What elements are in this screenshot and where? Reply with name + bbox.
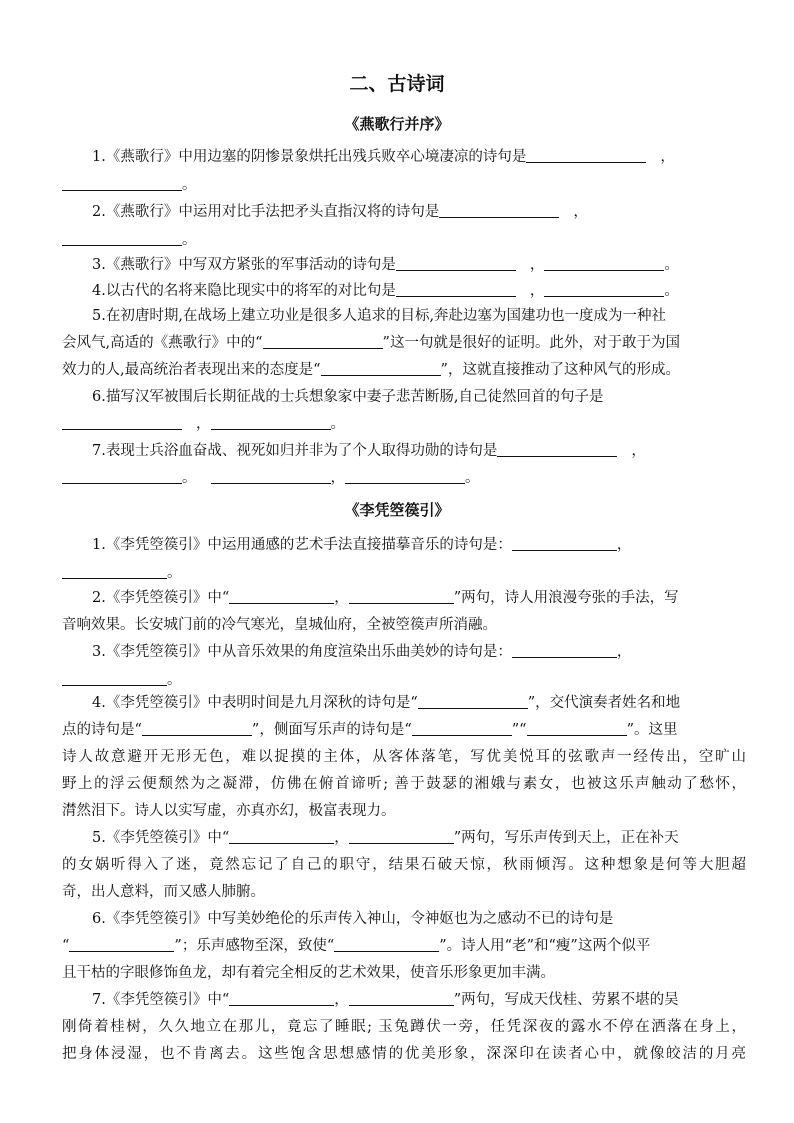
section-heading-lipingkonghouyin: 《李凭箜篌引》 — [344, 501, 450, 519]
s1-question-6: 6.描写汉军被围后长期征战的士兵想象家中妻子悲苦断肠,自己徒然回首的句子是 — [92, 389, 604, 405]
answer-blank[interactable] — [334, 935, 439, 952]
answer-blank[interactable] — [263, 332, 383, 349]
s2-question-3-cont: 。 — [62, 666, 746, 694]
s1-question-1: 1.《燕歌行》中用边塞的阴惨景象烘托出残兵败卒心境凄凉的诗句是 ， — [92, 143, 776, 171]
s1-question-5: 5.在初唐时期,在战场上建立功业是很多人追求的目标,奔赴边塞为国建功也一度成为一种社 — [92, 308, 667, 324]
page-title: 二、古诗词 — [349, 73, 445, 95]
answer-blank[interactable] — [512, 641, 617, 658]
answer-blank[interactable] — [349, 989, 454, 1006]
s1-question-4: 4.以古代的名将来隐比现实中的将军的对比句是 ， 。 — [92, 277, 776, 305]
s2-question-4-line4: 野上的浮云便颓然为之凝滞，仿佛在俯首谛听; 善于鼓瑟的湘娥与素女，也被这乐声触动了愁怀， — [62, 776, 746, 792]
answer-blank[interactable] — [412, 719, 512, 736]
answer-blank[interactable] — [439, 201, 559, 218]
answer-blank[interactable] — [142, 719, 252, 736]
answer-blank[interactable] — [62, 229, 182, 246]
s2-question-7-line3: 把身体浸湿，也不肯离去。这些饱含思想感情的优美形象，深深印在读者心中，就像皎洁的月亮 — [62, 1046, 746, 1062]
answer-blank[interactable] — [62, 669, 167, 686]
answer-blank[interactable] — [526, 146, 646, 163]
s2-question-2-cont: 音响效果。长安城门前的冷气寒光，皇城仙府，全被箜篌声所消融。 — [62, 617, 497, 633]
answer-blank[interactable] — [512, 534, 617, 551]
s1-question-3: 3.《燕歌行》中写双方紧张的军事活动的诗句是 ， 。 — [92, 251, 776, 279]
answer-blank[interactable] — [229, 587, 334, 604]
s1-question-2: 2.《燕歌行》中运用对比手法把矛头直指汉将的诗句是 ， — [92, 198, 776, 226]
answer-blank[interactable] — [211, 467, 331, 484]
s2-question-7-line2: 刚倚着桂树，久久地立在那儿，竟忘了睡眠; 玉兔蹲伏一旁，任凭深夜的露水不停在洒落在身上， — [62, 1019, 746, 1035]
s2-question-4-line5: 潸然泪下。诗人以实写虚，亦真亦幻，极富表现力。 — [62, 803, 396, 819]
answer-blank[interactable] — [396, 254, 516, 271]
s2-question-4-line3: 诗人故意避开无形无色，难以捉摸的主体，从客体落笔，写优美悦耳的弦歌声一经传出，空旷山 — [62, 749, 746, 765]
s2-question-1-cont: 。 — [62, 559, 746, 587]
answer-blank[interactable] — [544, 254, 664, 271]
answer-blank[interactable] — [321, 359, 441, 376]
s2-question-5-line2: 的女娲听得入了迷，竟然忘记了自己的职守，结果石破天惊，秋雨倾泻。这种想象是何等大胆超 — [62, 857, 746, 873]
answer-blank[interactable] — [497, 440, 617, 457]
s2-question-2: 2.《李凭箜篌引》中“ ， ”两句，诗人用浪漫夸张的手法，写 — [92, 584, 776, 612]
answer-blank[interactable] — [396, 280, 516, 297]
answer-blank[interactable] — [544, 280, 664, 297]
answer-blank[interactable] — [345, 467, 465, 484]
s1-question-6-cont: ， 。 — [62, 410, 746, 438]
s2-question-6: 6.《李凭箜篌引》中写美妙绝伦的乐声传入神山，令神妪也为之感动不已的诗句是 — [92, 911, 614, 927]
s1-question-7: 7.表现士兵浴血奋战、视死如归并非为了个人取得功勋的诗句是 ， — [92, 437, 776, 465]
s1-question-5-line2: 会风气,高适的《燕歌行》中的“ ”这一句就是很好的证明。此外，对于敢于为国 — [62, 329, 746, 357]
s2-question-3: 3.《李凭箜篌引》中从音乐效果的角度渲染出乐曲美妙的诗句是： ， — [92, 638, 776, 666]
s1-question-2-cont: 。 — [62, 226, 746, 254]
answer-blank[interactable] — [62, 174, 182, 191]
answer-blank[interactable] — [62, 467, 182, 484]
s2-question-6-line3: 且干枯的字眼修饰鱼龙，却有着完全相反的艺术效果，使音乐形象更加丰满。 — [62, 965, 555, 981]
answer-blank[interactable] — [211, 413, 331, 430]
s2-question-4-line2: 点的诗句是“ ”，侧面写乐声的诗句是“ ”“ ”。这里 — [62, 716, 746, 744]
s2-question-5: 5.《李凭箜篌引》中“ ， ”两句，写乐声传到天上，正在补天 — [92, 824, 776, 852]
s2-question-7: 7.《李凭箜篌引》中“ ， ”两句，写成天伐桂、劳累不堪的吴 — [92, 986, 776, 1014]
s2-question-5-line3: 奇，出人意料，而又感人肺腑。 — [62, 884, 265, 900]
s2-question-1: 1.《李凭箜篌引》中运用通感的艺术手法直接描摹音乐的诗句是： ， — [92, 531, 776, 559]
answer-blank[interactable] — [349, 827, 454, 844]
answer-blank[interactable] — [69, 935, 174, 952]
s1-question-5-line3: 效力的人,最高统治者表现出来的态度是“ ”，这就直接推动了这种风气的形成。 — [62, 356, 746, 384]
s2-question-4: 4.《李凭箜篌引》中表明时间是九月深秋的诗句是“ ”，交代演奏者姓名和地 — [92, 689, 776, 717]
s1-question-1-cont: 。 — [62, 171, 746, 199]
answer-blank[interactable] — [229, 827, 334, 844]
answer-blank[interactable] — [527, 719, 627, 736]
answer-blank[interactable] — [62, 413, 182, 430]
s2-question-6-line2: “ ”；乐声感物至深，致使“ ”。诗人用“老”和“瘦”这两个似平 — [62, 932, 746, 960]
answer-blank[interactable] — [418, 692, 528, 709]
answer-blank[interactable] — [62, 562, 167, 579]
answer-blank[interactable] — [229, 989, 334, 1006]
answer-blank[interactable] — [349, 587, 454, 604]
s1-question-7-cont: 。 ， 。 — [62, 464, 746, 492]
section-heading-yangexing: 《燕歌行并序》 — [344, 115, 450, 133]
